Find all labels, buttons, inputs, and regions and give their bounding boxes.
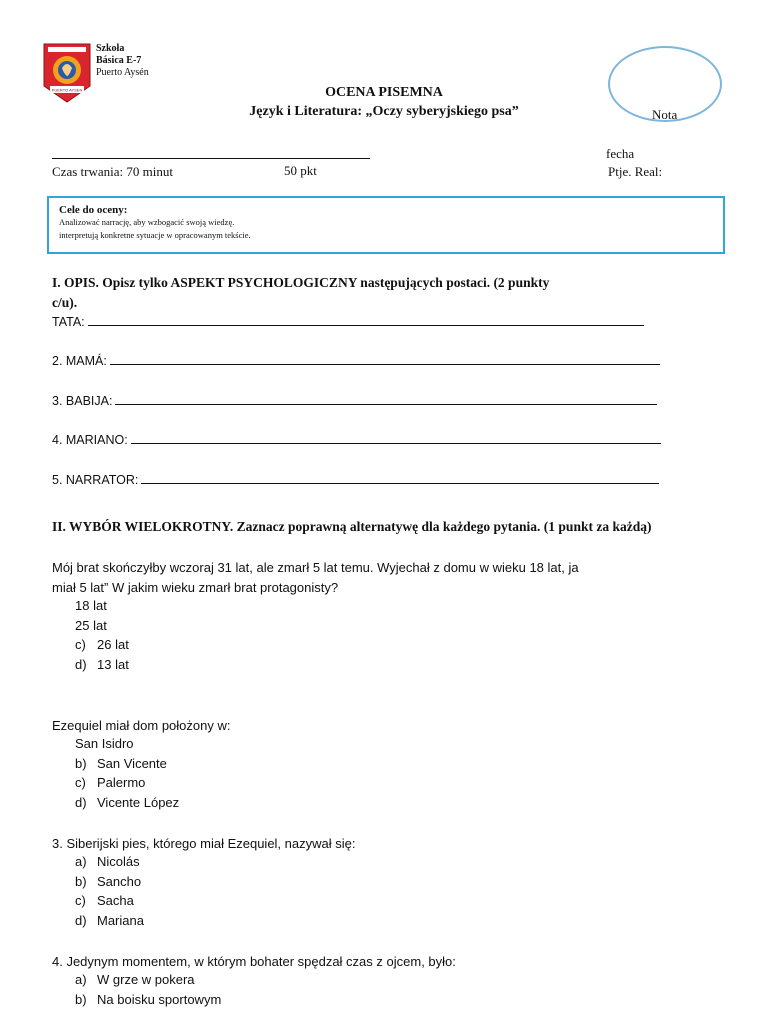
school-line: Szkoła: [96, 43, 125, 54]
score-label: Ptje. Real:: [608, 164, 663, 179]
school-line: Básica E-7: [96, 55, 142, 66]
question-3: [52, 834, 355, 854]
section1-heading-line: I. OPIS. Opisz tylko ASPEKT PSYCHOLOGICZNY następujących postaci. (2 punkty: [52, 275, 550, 290]
option[interactable]: [75, 637, 129, 652]
option-letter: b): [75, 992, 87, 1007]
option-letter: d): [75, 913, 87, 928]
option-text: San Isidro: [75, 736, 134, 751]
page-title: OCENA PISEMNA: [325, 85, 443, 100]
option-letter: d): [75, 657, 87, 672]
option-text: Sancho: [97, 874, 142, 889]
answer-row-babija: [52, 393, 657, 408]
row-label: TATA:: [52, 315, 85, 329]
student-name-line[interactable]: [52, 158, 370, 159]
option-text: 13 lat: [97, 657, 129, 672]
option-letter: a): [75, 854, 87, 869]
grade-label: Nota: [652, 107, 678, 122]
option[interactable]: [75, 992, 221, 1007]
option-letter: b): [75, 756, 87, 771]
school-city: Puerto Aysén: [96, 67, 149, 78]
option[interactable]: [75, 854, 140, 869]
option-text: Sacha: [97, 893, 134, 908]
total-points: 50 pkt: [284, 163, 317, 178]
answer-line[interactable]: [88, 314, 644, 326]
option-letter: b): [75, 874, 87, 889]
row-label: 2. MAMÁ:: [52, 354, 107, 368]
answer-row-tata: [52, 314, 644, 329]
option[interactable]: [75, 913, 144, 928]
row-label: 3. BABIJA:: [52, 394, 113, 408]
option[interactable]: [75, 972, 195, 987]
goals-title: Cele do oceny:: [59, 204, 128, 216]
question-text: 4. Jedynym momentem, w którym bohater spędzał czas z ojcem, było:: [52, 954, 456, 969]
option[interactable]: [75, 795, 179, 810]
option-text: 26 lat: [97, 637, 129, 652]
page-subtitle: Język i Literatura: „Oczy syberyjskiego psa”: [249, 104, 519, 119]
option[interactable]: [75, 756, 167, 771]
option-text: 18 lat: [75, 598, 107, 613]
question-4: [52, 952, 456, 972]
option-text: W grze w pokera: [97, 972, 195, 987]
date-label: fecha: [606, 146, 635, 161]
duration-label: Czas trwania: 70 minut: [52, 164, 173, 179]
option[interactable]: [75, 874, 141, 889]
option[interactable]: [75, 618, 107, 633]
option-letter: c): [75, 893, 86, 908]
option-text: Palermo: [97, 775, 146, 790]
option-letter: d): [75, 795, 87, 810]
answer-row-mama: [52, 353, 660, 368]
option-letter: c): [75, 637, 86, 652]
logo-text: PUERTO AYSEN: [51, 87, 83, 93]
answer-line[interactable]: [131, 432, 661, 444]
question-1: [52, 558, 652, 597]
section2-heading: II. WYBÓR WIELOKROTNY. Zaznacz poprawną alternatywę dla każdego pytania. (1 punkt za każdą): [52, 519, 652, 534]
option-text: Vicente López: [97, 795, 180, 810]
row-label: 4. MARIANO:: [52, 433, 128, 447]
goal-item: interpretują konkretne sytuacje w opracowanym tekście.: [59, 230, 251, 240]
option-text: Na boisku sportowym: [97, 992, 222, 1007]
answer-line[interactable]: [141, 472, 659, 484]
option[interactable]: [75, 598, 107, 613]
goal-item: Analizować narrację, aby wzbogacić swoją wiedzę.: [59, 217, 235, 227]
option-text: Nicolás: [97, 854, 140, 869]
goals-box: [47, 196, 725, 254]
option-text: 25 lat: [75, 618, 107, 633]
option-text: Mariana: [97, 913, 144, 928]
section1-heading-line: c/u).: [52, 295, 78, 310]
question-2: [52, 716, 230, 736]
question-text: Mój brat skończyłby wczoraj 31 lat, ale zmarł 5 lat temu. Wyjechał z domu w wieku 18 lat, ja: [52, 560, 579, 575]
option[interactable]: [75, 893, 134, 908]
option-letter: a): [75, 972, 87, 987]
question-text: Ezequiel miał dom położony w:: [52, 718, 231, 733]
answer-row-mariano: [52, 432, 661, 447]
option[interactable]: [75, 736, 134, 751]
option[interactable]: [75, 657, 129, 672]
option-letter: c): [75, 775, 86, 790]
row-label: 5. NARRATOR:: [52, 473, 139, 487]
section1-heading: [52, 273, 612, 313]
question-text: 3. Siberijski pies, którego miał Ezequiel, nazywał się:: [52, 836, 356, 851]
option-text: San Vicente: [97, 756, 167, 771]
question-text: miał 5 lat” W jakim wieku zmarł brat protagonisty?: [52, 579, 339, 595]
school-name: [96, 43, 149, 79]
answer-row-narrator: [52, 472, 659, 487]
answer-line[interactable]: [110, 353, 660, 365]
option[interactable]: [75, 775, 145, 790]
answer-line[interactable]: [115, 393, 657, 405]
